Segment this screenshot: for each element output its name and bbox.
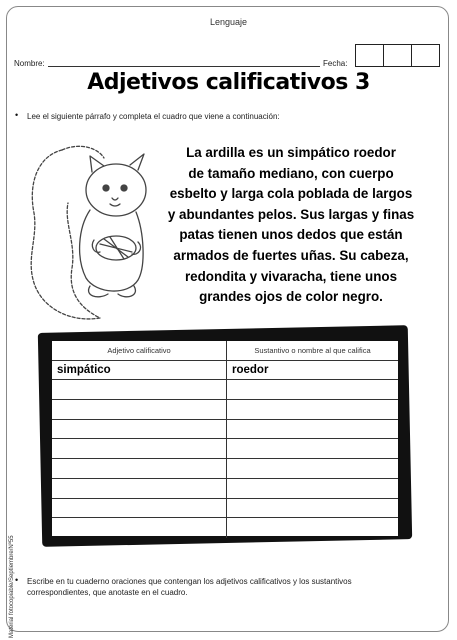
table-cell-adjective[interactable] [52, 459, 227, 479]
table-cell-adjective[interactable] [52, 499, 227, 519]
reading-paragraph [158, 143, 424, 308]
table-cell-noun[interactable] [227, 439, 398, 459]
instruction-2-line: Escribe en tu cuaderno oraciones que contengan los adjetivos calificativos y los sustantivos [27, 577, 352, 586]
table-header-adjective: Adjetivo calificativo [52, 341, 227, 361]
table-cell-adjective[interactable] [52, 518, 227, 538]
paragraph-line: de tamaño mediano, con cuerpo [188, 165, 394, 181]
table-cell-noun[interactable] [227, 479, 398, 499]
paragraph-line: patas tienen unos dedos que están [179, 227, 403, 243]
table-cell-adjective[interactable] [52, 420, 227, 440]
paragraph-line: La ardilla es un simpático roedor [186, 145, 396, 160]
subject-label: Lenguaje [209, 17, 248, 27]
date-label: Fecha: [323, 59, 348, 68]
date-box-year[interactable] [411, 44, 440, 67]
table-cell-adjective[interactable]: simpático [52, 361, 227, 381]
name-line[interactable] [48, 66, 320, 67]
table-cell-adjective[interactable] [52, 400, 227, 420]
squirrel-illustration [20, 128, 170, 333]
instruction-2 [27, 576, 437, 598]
table-cell-adjective[interactable] [52, 380, 227, 400]
table-cell-adjective[interactable] [52, 439, 227, 459]
table-cell-noun[interactable] [227, 400, 398, 420]
instruction-2-line: correspondientes, que anotaste en el cuadro. [27, 588, 188, 597]
table-header-noun: Sustantivo o nombre al que califica [227, 341, 398, 361]
page-title: Adjetivos calificativos 3 [87, 70, 370, 95]
paragraph-line: y abundantes pelos. Sus largas y finas [167, 206, 415, 222]
table-cell-noun[interactable] [227, 380, 398, 400]
side-note: Material fotocopiable/Septiembre/Nº55 [9, 535, 15, 638]
answer-table [51, 340, 399, 537]
date-box-day[interactable] [355, 44, 384, 67]
table-cell-adjective[interactable] [52, 479, 227, 499]
date-box-month[interactable] [383, 44, 412, 67]
table-cell-noun[interactable] [227, 518, 398, 538]
table-cell-noun[interactable] [227, 459, 398, 479]
paragraph-line: armados de fuertes uñas. Su cabeza, [173, 247, 409, 263]
date-boxes[interactable] [356, 44, 440, 67]
instruction-1: Lee el siguiente párrafo y completa el cuadro que viene a continuación: [27, 112, 280, 121]
paragraph-line: grandes ojos de color negro. [199, 289, 383, 305]
table-cell-noun[interactable] [227, 499, 398, 519]
paragraph-line: esbelto y larga cola poblada de largos [169, 186, 413, 202]
table-cell-noun[interactable]: roedor [227, 361, 398, 381]
bullet-icon: • [15, 110, 19, 120]
bullet-icon: • [15, 575, 19, 585]
table-cell-noun[interactable] [227, 420, 398, 440]
paragraph-line: redondita y vivaracha, tiene unos [184, 268, 398, 284]
name-label: Nombre: [14, 59, 45, 68]
